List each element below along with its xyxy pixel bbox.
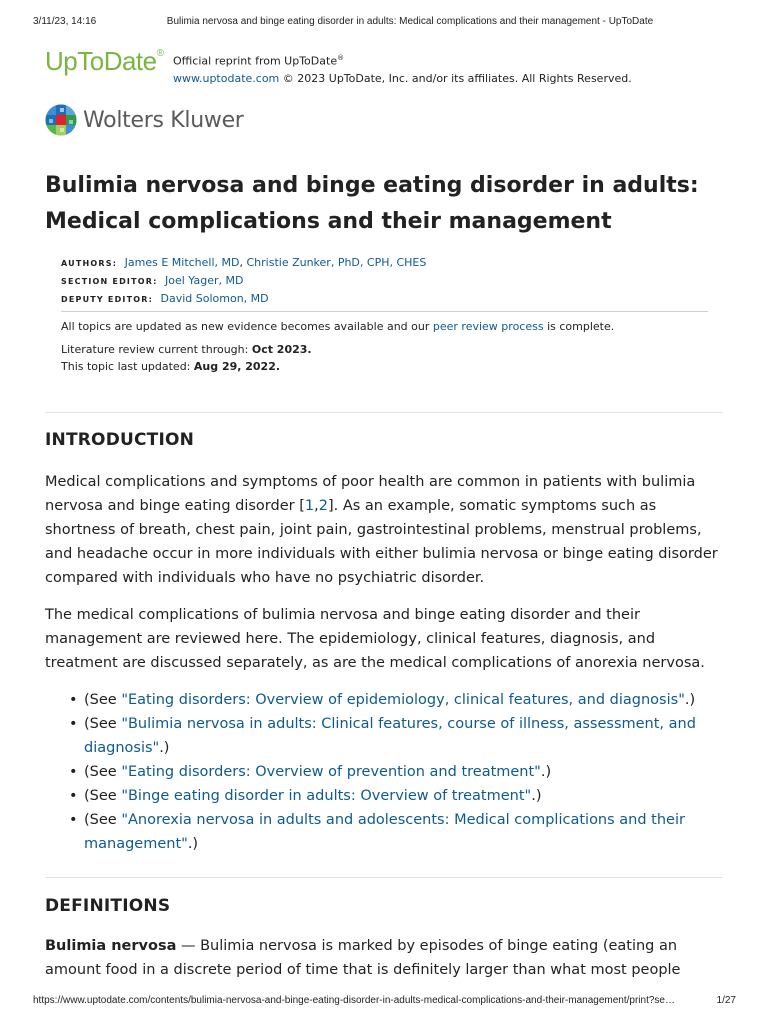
author-link[interactable]: James E Mitchell, MD [124,256,240,269]
definition-term: Bulimia nervosa [45,938,177,954]
see-prefix: (See [84,764,122,780]
literature-review-label: Literature review current through: [61,343,252,356]
introduction-paragraph-2: The medical complications of bulimia nervosa and binge eating disorder and their management are reviewed here. The epidemiology, clinical features, diagnosis, and treatment are discussed separately, as are the medical complications of anorexia nervosa. [45,607,705,671]
see-prefix: (See [84,812,122,828]
peer-review-link[interactable]: peer review process [432,320,544,333]
definitions-heading: DEFINITIONS [45,896,171,916]
list-item [45,760,725,784]
see-prefix: (See [84,716,122,732]
print-url: https://www.uptodate.com/contents/bulimia-nervosa-and-binge-eating-disorder-in-adults-medical-complications-and-their-management/print?se… [33,995,675,1006]
print-header [0,16,768,30]
paragraph-text: ]. As an example, somatic symptoms such as shortness of breath, chest pain, joint pain, gastrointestinal problems, menstrual problems, and headache occur in more individuals with either bulimia nervosa or binge eating disorder compared with individuals who have no psychiatric disorder. [45,498,718,586]
see-suffix: .) [684,692,696,708]
section-editor-row [61,272,426,290]
section-editor-label: SECTION EDITOR: [61,277,158,286]
authors-label: AUTHORS: [61,259,118,268]
literature-review-date: Oct 2023. [251,343,312,356]
see-also-link[interactable]: "Bulimia nervosa in adults: Clinical features, course of illness, assessment, and diagnosis" [84,716,696,756]
literature-review [61,341,614,358]
last-updated-label: This topic last updated: [61,360,194,373]
reprint-line: Official reprint from UpToDate [173,54,338,68]
last-updated-date: Aug 29, 2022. [193,360,281,373]
definitions-paragraph [45,934,725,982]
print-date: 3/11/23, 14:16 [33,16,97,27]
see-also-list [45,688,725,856]
see-also-link[interactable]: "Eating disorders: Overview of prevention and treatment" [121,764,541,780]
list-item [45,808,725,856]
update-note [61,318,614,335]
divider [45,412,723,413]
uptodate-logo-text: UpToDate [45,46,157,76]
list-item [45,688,725,712]
authors-row [61,254,426,272]
see-also-link[interactable]: "Anorexia nervosa in adults and adolescents: Medical complications and their management" [84,812,685,852]
list-item [45,784,725,808]
article-title: Bulimia nervosa and binge eating disorder in adults: Medical complications and their management [45,173,699,234]
introduction-paragraph-1 [45,470,725,590]
author-link[interactable]: Christie Zunker, PhD, CPH, CHES [246,256,427,269]
author-separator: , [239,256,247,269]
divider [45,877,723,878]
deputy-editor-link[interactable]: David Solomon, MD [160,292,269,305]
print-page-title: Bulimia nervosa and binge eating disorder in adults: Medical complications and their management - UpToDate [166,16,654,27]
reference-link-1[interactable]: 1 [304,498,315,514]
wolters-kluwer-name: Wolters Kluwer [83,107,244,133]
see-suffix: .) [187,836,199,852]
contributors [61,254,426,308]
deputy-editor-label: DEPUTY EDITOR: [61,295,153,304]
uptodate-logo[interactable] [45,46,164,77]
see-also-link[interactable]: "Eating disorders: Overview of epidemiology, clinical features, and diagnosis" [121,692,685,708]
reference-separator: , [314,498,319,514]
page-number: 1/27 [716,995,736,1006]
update-note-text: All topics are updated as new evidence becomes available and our [61,320,433,333]
see-suffix: .) [159,740,170,756]
see-suffix: .) [540,764,552,780]
update-notes [61,318,614,375]
copyright-text: © 2023 UpToDate, Inc. and/or its affiliates. All Rights Reserved. [279,71,632,85]
paragraph-text: Medical complications and symptoms of poor health are common in patients with bulimia nervosa and binge eating disorder [ [45,474,696,514]
last-updated [61,358,614,375]
uptodate-site-link[interactable]: www.uptodate.com [173,71,280,85]
uptodate-logo-reg: ® [156,48,164,59]
print-footer [0,995,768,1009]
reprint-notice [173,50,632,87]
section-editor-link[interactable]: Joel Yager, MD [165,274,244,287]
see-prefix: (See [84,788,122,804]
definition-text: — Bulimia nervosa is marked by episodes of binge eating (eating an amount food in a discrete period of time that is definitely larger than what most people [45,938,681,978]
wolters-kluwer-logo [45,104,244,136]
reprint-reg: ® [337,54,345,62]
divider [61,311,708,312]
see-also-link[interactable]: "Binge eating disorder in adults: Overview of treatment" [121,788,532,804]
see-suffix: .) [531,788,542,804]
wolters-kluwer-mark-icon [45,104,77,136]
introduction-heading: INTRODUCTION [45,430,195,450]
deputy-editor-row [61,290,426,308]
update-note-text-end: is complete. [543,320,615,333]
reference-link-2[interactable]: 2 [318,498,328,514]
list-item [45,712,725,760]
see-prefix: (See [84,692,122,708]
